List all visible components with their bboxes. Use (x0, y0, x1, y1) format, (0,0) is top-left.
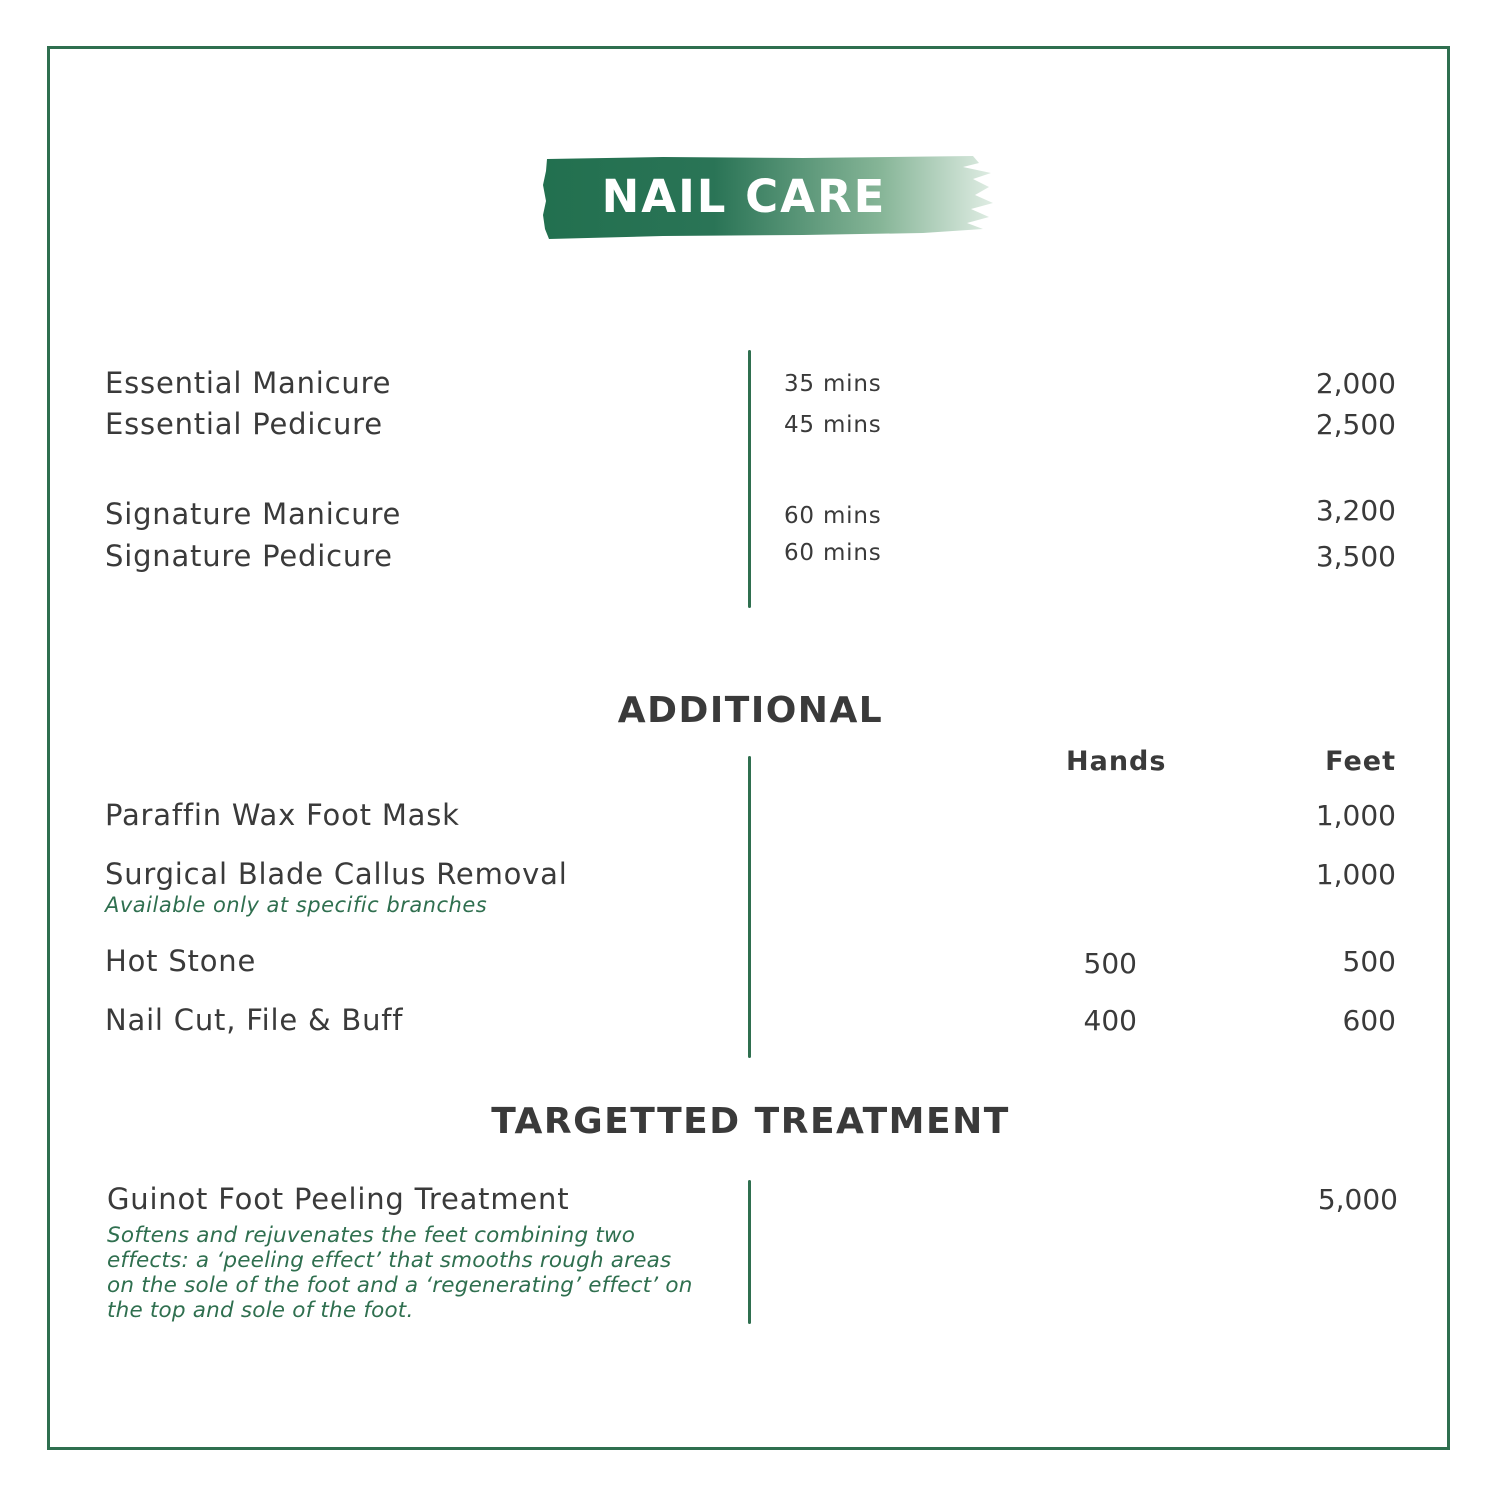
column-divider (748, 350, 751, 608)
additional-item-name: Hot Stone (105, 944, 257, 978)
column-divider (748, 1180, 751, 1324)
additional-item-hands-price: 400 (1083, 1004, 1137, 1037)
additional-item-feet-price: 600 (1342, 1004, 1396, 1037)
treatment-price: 5,000 (1317, 1183, 1398, 1216)
service-name: Signature Manicure (105, 497, 402, 531)
column-header-feet: Feet (1325, 746, 1396, 777)
section-heading-additional: ADDITIONAL (617, 690, 884, 731)
service-price: 2,000 (1315, 367, 1396, 400)
service-name: Essential Manicure (105, 366, 392, 400)
service-duration: 45 mins (784, 412, 882, 438)
additional-item-hands-price: 500 (1083, 947, 1137, 980)
additional-item-feet-price: 1,000 (1315, 799, 1396, 832)
title-banner (543, 155, 995, 239)
service-duration: 60 mins (784, 503, 882, 529)
service-duration: 60 mins (784, 540, 882, 566)
additional-item-name: Surgical Blade Callus Removal (105, 857, 568, 891)
additional-item-name: Nail Cut, File & Buff (105, 1003, 404, 1037)
column-divider (748, 756, 751, 1058)
service-price: 3,200 (1315, 494, 1396, 527)
service-name: Signature Pedicure (105, 539, 393, 573)
additional-item-feet-price: 500 (1342, 945, 1396, 978)
section-heading-targeted: TARGETTED TREATMENT (491, 1101, 1010, 1142)
additional-item-feet-price: 1,000 (1315, 858, 1396, 891)
service-name: Essential Pedicure (105, 407, 383, 441)
page-title: NAIL CARE (601, 170, 887, 223)
column-header-hands: Hands (1066, 746, 1167, 777)
treatment-name: Guinot Foot Peeling Treatment (107, 1182, 570, 1216)
service-price: 3,500 (1315, 540, 1396, 573)
service-duration: 35 mins (784, 371, 882, 397)
treatment-description: Softens and rejuvenates the feet combining two effects: a ‘peeling effect’ that smooths rough areas on the sole of the foot and a ‘regenerating’ effect’ on the top and sole of the foot. (107, 1223, 693, 1323)
additional-item-name: Paraffin Wax Foot Mask (105, 798, 460, 832)
service-price: 2,500 (1315, 408, 1396, 441)
additional-item-note: Available only at specific branches (105, 893, 488, 917)
